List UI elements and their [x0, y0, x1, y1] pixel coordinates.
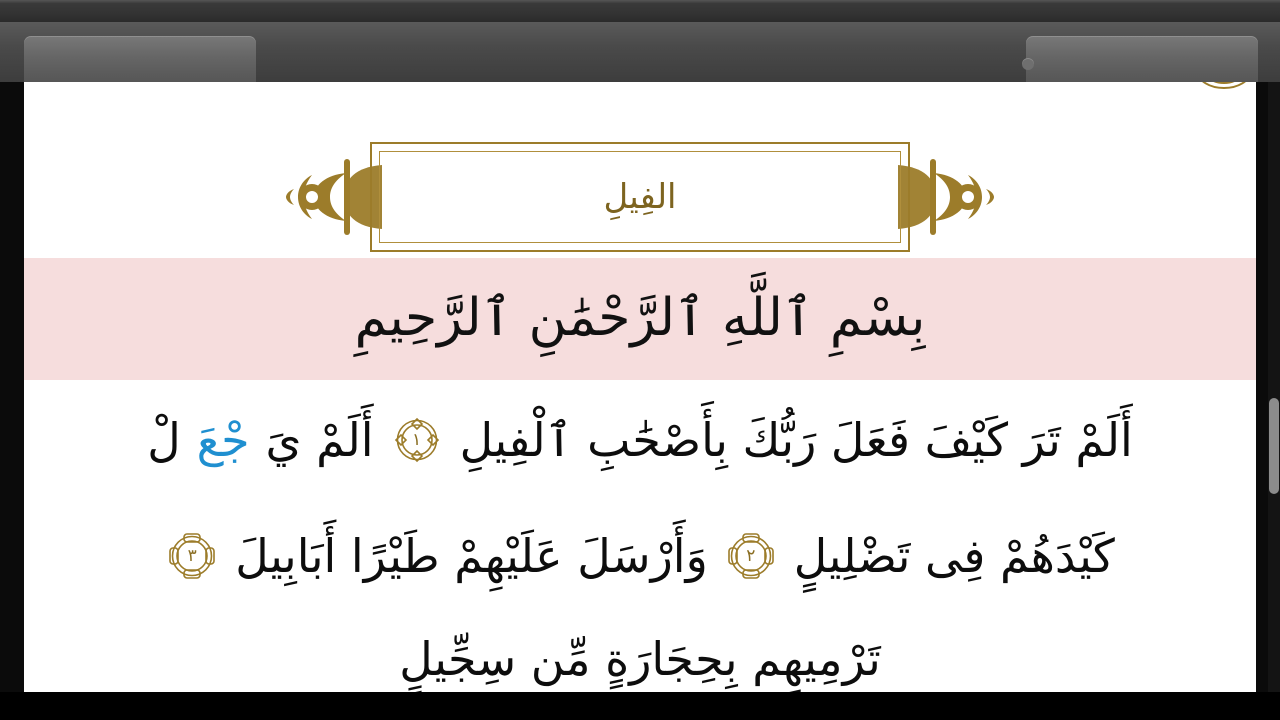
- title-bar-highlight: [0, 0, 1280, 3]
- ayah-highlighted-word: جْعَ: [196, 412, 250, 467]
- surah-title-frame: [370, 142, 910, 252]
- ayah-text-3a: تَرْمِيهِم بِحِجَارَةٍ مِّن سِجِّيلٍ: [399, 631, 881, 686]
- ayah-text-1b: أَلَمْ يَ: [265, 412, 374, 467]
- tab-right[interactable]: [1026, 36, 1258, 82]
- surah-title-text: الفِيلِ: [603, 177, 677, 217]
- basmala-band: [24, 258, 1256, 380]
- ayah-number-marker-1: [390, 413, 444, 467]
- previous-surah-ornament-icon: [1184, 82, 1256, 102]
- ayah-number-marker-3: [165, 529, 219, 583]
- tab-bar: [0, 22, 1280, 82]
- tab-indicator-dot[interactable]: [1022, 58, 1034, 70]
- ayah-number-marker-2: [724, 529, 778, 583]
- ayah-line-3[interactable]: [24, 614, 1256, 692]
- window-title-bar: [0, 0, 1280, 22]
- ayah-number-3: ٣: [187, 545, 197, 566]
- bottom-bar: [0, 692, 1280, 720]
- vertical-scrollbar-track[interactable]: [1268, 82, 1280, 692]
- ayah-line-2[interactable]: [24, 498, 1256, 614]
- ayah-area: [24, 382, 1256, 692]
- ayah-text-2a: كَيْدَهُمْ فِى تَضْلِيلٍ: [793, 528, 1115, 583]
- banner-ornament-right-icon: [898, 145, 994, 249]
- banner-ornament-left-icon: [286, 145, 382, 249]
- ayah-number-1: ١: [412, 429, 422, 450]
- vertical-scrollbar-thumb[interactable]: [1269, 398, 1279, 494]
- mushaf-page: [24, 82, 1256, 692]
- ayah-text-1c: لْ: [147, 412, 181, 467]
- ayah-line-1[interactable]: [24, 382, 1256, 498]
- surah-title-banner: [24, 142, 1256, 252]
- ayah-number-2: ٢: [746, 545, 756, 566]
- tab-left[interactable]: [24, 36, 256, 82]
- basmala-text: بِسْمِ ٱللَّهِ ٱلرَّحْمَٰنِ ٱلرَّحِيمِ: [354, 288, 926, 349]
- ayah-text-1a: أَلَمْ تَرَ كَيْفَ فَعَلَ رَبُّكَ بِأَصْحَٰبِ ٱلْفِيلِ: [459, 412, 1133, 467]
- ayah-text-2b: وَأَرْسَلَ عَلَيْهِمْ طَيْرًا أَبَابِيلَ: [235, 528, 708, 583]
- page-gutter-left: [0, 82, 24, 692]
